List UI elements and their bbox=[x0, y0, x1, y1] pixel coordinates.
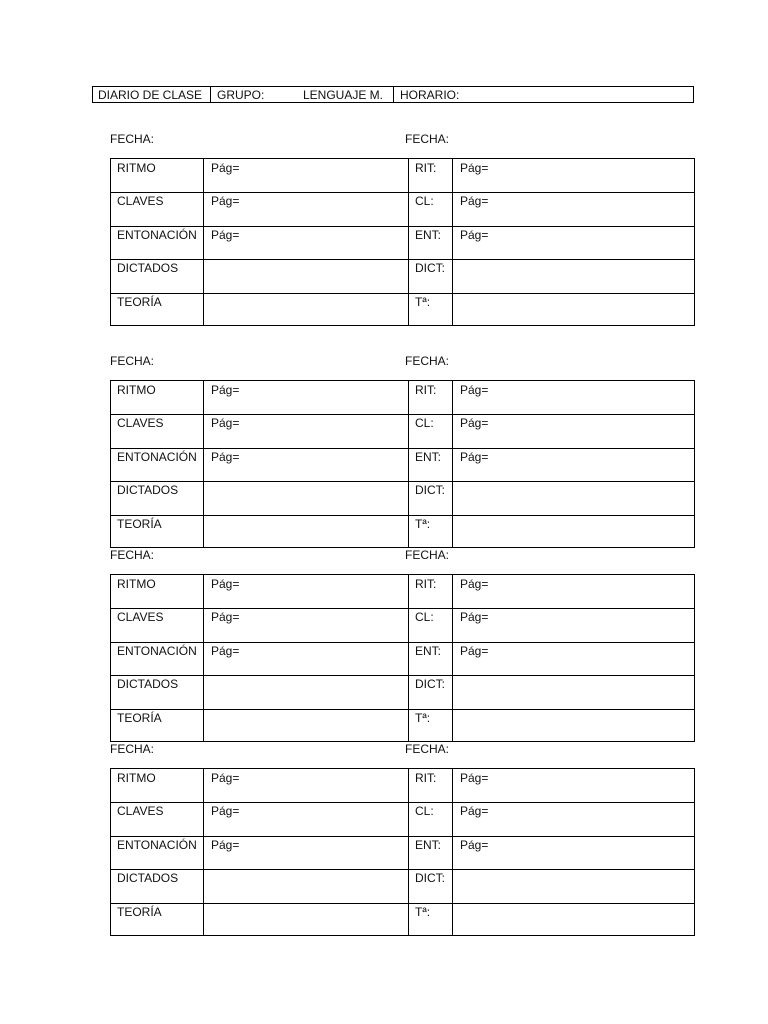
right-row-label: RIT: bbox=[415, 161, 437, 175]
right-page-field[interactable]: Pág= bbox=[460, 610, 489, 624]
left-row-label: DICTADOS bbox=[117, 677, 179, 691]
column-divider bbox=[452, 159, 453, 325]
left-page-field[interactable]: Pág= bbox=[211, 838, 240, 852]
right-row-label: Tª: bbox=[415, 517, 431, 531]
right-row-label: RIT: bbox=[415, 383, 437, 397]
left-row-label: RITMO bbox=[117, 161, 156, 175]
row-divider bbox=[111, 642, 694, 643]
right-row-label: ENT: bbox=[415, 450, 442, 464]
left-row-label: CLAVES bbox=[117, 610, 164, 624]
right-row-label: CL: bbox=[415, 610, 434, 624]
left-row-label: DICTADOS bbox=[117, 871, 179, 885]
left-row-label: TEORÍA bbox=[117, 711, 162, 725]
left-row-label: CLAVES bbox=[117, 416, 164, 430]
column-divider bbox=[452, 769, 453, 935]
column-divider bbox=[203, 159, 204, 325]
row-divider bbox=[111, 675, 694, 676]
class-log-table bbox=[110, 768, 695, 936]
row-divider bbox=[111, 802, 694, 803]
left-page-field[interactable]: Pág= bbox=[211, 416, 240, 430]
right-page-field[interactable]: Pág= bbox=[460, 228, 489, 242]
left-page-field[interactable]: Pág= bbox=[211, 804, 240, 818]
left-row-label: RITMO bbox=[117, 383, 156, 397]
fecha-label-right: FECHA: bbox=[405, 548, 450, 562]
right-page-field[interactable]: Pág= bbox=[460, 450, 489, 464]
column-divider bbox=[408, 381, 409, 547]
right-page-field[interactable]: Pág= bbox=[460, 416, 489, 430]
fecha-label-left: FECHA: bbox=[110, 548, 155, 562]
horario-label: HORARIO: bbox=[400, 88, 460, 102]
class-log-table bbox=[110, 380, 695, 548]
fecha-label-right: FECHA: bbox=[405, 132, 450, 146]
right-row-label: DICT: bbox=[415, 483, 445, 497]
row-divider bbox=[111, 608, 694, 609]
column-divider bbox=[203, 381, 204, 547]
right-row-label: DICT: bbox=[415, 261, 445, 275]
right-row-label: Tª: bbox=[415, 905, 431, 919]
right-page-field[interactable]: Pág= bbox=[460, 838, 489, 852]
left-row-label: DICTADOS bbox=[117, 261, 179, 275]
row-divider bbox=[111, 259, 694, 260]
right-row-label: CL: bbox=[415, 194, 434, 208]
class-log-table bbox=[110, 574, 695, 742]
grupo-value: LENGUAJE M. bbox=[301, 87, 394, 102]
row-divider bbox=[111, 515, 694, 516]
right-row-label: Tª: bbox=[415, 295, 431, 309]
left-page-field[interactable]: Pág= bbox=[211, 194, 240, 208]
row-divider bbox=[111, 226, 694, 227]
right-page-field[interactable]: Pág= bbox=[460, 383, 489, 397]
right-page-field[interactable]: Pág= bbox=[460, 804, 489, 818]
left-row-label: RITMO bbox=[117, 771, 156, 785]
left-row-label: ENTONACIÓN bbox=[117, 450, 197, 464]
right-page-field[interactable]: Pág= bbox=[460, 577, 489, 591]
row-divider bbox=[111, 293, 694, 294]
fecha-label-right: FECHA: bbox=[405, 742, 450, 756]
left-page-field[interactable]: Pág= bbox=[211, 644, 240, 658]
left-row-label: TEORÍA bbox=[117, 517, 162, 531]
left-row-label: RITMO bbox=[117, 577, 156, 591]
right-row-label: CL: bbox=[415, 416, 434, 430]
row-divider bbox=[111, 481, 694, 482]
column-divider bbox=[408, 159, 409, 325]
right-page-field[interactable]: Pág= bbox=[460, 194, 489, 208]
column-divider bbox=[408, 575, 409, 741]
row-divider bbox=[111, 192, 694, 193]
column-divider bbox=[203, 575, 204, 741]
row-divider bbox=[111, 448, 694, 449]
column-divider bbox=[203, 769, 204, 935]
left-row-label: DICTADOS bbox=[117, 483, 179, 497]
fecha-label-right: FECHA: bbox=[405, 354, 450, 368]
row-divider bbox=[111, 836, 694, 837]
left-row-label: TEORÍA bbox=[117, 905, 162, 919]
column-divider bbox=[452, 381, 453, 547]
right-page-field[interactable]: Pág= bbox=[460, 161, 489, 175]
right-row-label: ENT: bbox=[415, 838, 442, 852]
right-row-label: ENT: bbox=[415, 644, 442, 658]
column-divider bbox=[452, 575, 453, 741]
grupo-label: GRUPO: bbox=[217, 88, 265, 102]
fecha-label-left: FECHA: bbox=[110, 354, 155, 368]
left-page-field[interactable]: Pág= bbox=[211, 383, 240, 397]
right-row-label: RIT: bbox=[415, 771, 437, 785]
left-row-label: TEORÍA bbox=[117, 295, 162, 309]
left-page-field[interactable]: Pág= bbox=[211, 610, 240, 624]
row-divider bbox=[111, 709, 694, 710]
class-log-table bbox=[110, 158, 695, 326]
right-row-label: DICT: bbox=[415, 871, 445, 885]
right-row-label: Tª: bbox=[415, 711, 431, 725]
left-page-field[interactable]: Pág= bbox=[211, 450, 240, 464]
left-row-label: CLAVES bbox=[117, 804, 164, 818]
header-bar bbox=[92, 86, 694, 103]
right-row-label: DICT: bbox=[415, 677, 445, 691]
left-page-field[interactable]: Pág= bbox=[211, 161, 240, 175]
row-divider bbox=[111, 869, 694, 870]
right-page-field[interactable]: Pág= bbox=[460, 644, 489, 658]
left-page-field[interactable]: Pág= bbox=[211, 577, 240, 591]
left-row-label: ENTONACIÓN bbox=[117, 644, 197, 658]
fecha-label-left: FECHA: bbox=[110, 132, 155, 146]
diario-label: DIARIO DE CLASE bbox=[93, 87, 211, 102]
fecha-label-left: FECHA: bbox=[110, 742, 155, 756]
right-row-label: CL: bbox=[415, 804, 434, 818]
left-row-label: CLAVES bbox=[117, 194, 164, 208]
row-divider bbox=[111, 414, 694, 415]
left-page-field[interactable]: Pág= bbox=[211, 228, 240, 242]
right-row-label: ENT: bbox=[415, 228, 442, 242]
left-row-label: ENTONACIÓN bbox=[117, 838, 197, 852]
left-row-label: ENTONACIÓN bbox=[117, 228, 197, 242]
column-divider bbox=[408, 769, 409, 935]
left-page-field[interactable]: Pág= bbox=[211, 771, 240, 785]
row-divider bbox=[111, 903, 694, 904]
right-page-field[interactable]: Pág= bbox=[460, 771, 489, 785]
right-row-label: RIT: bbox=[415, 577, 437, 591]
